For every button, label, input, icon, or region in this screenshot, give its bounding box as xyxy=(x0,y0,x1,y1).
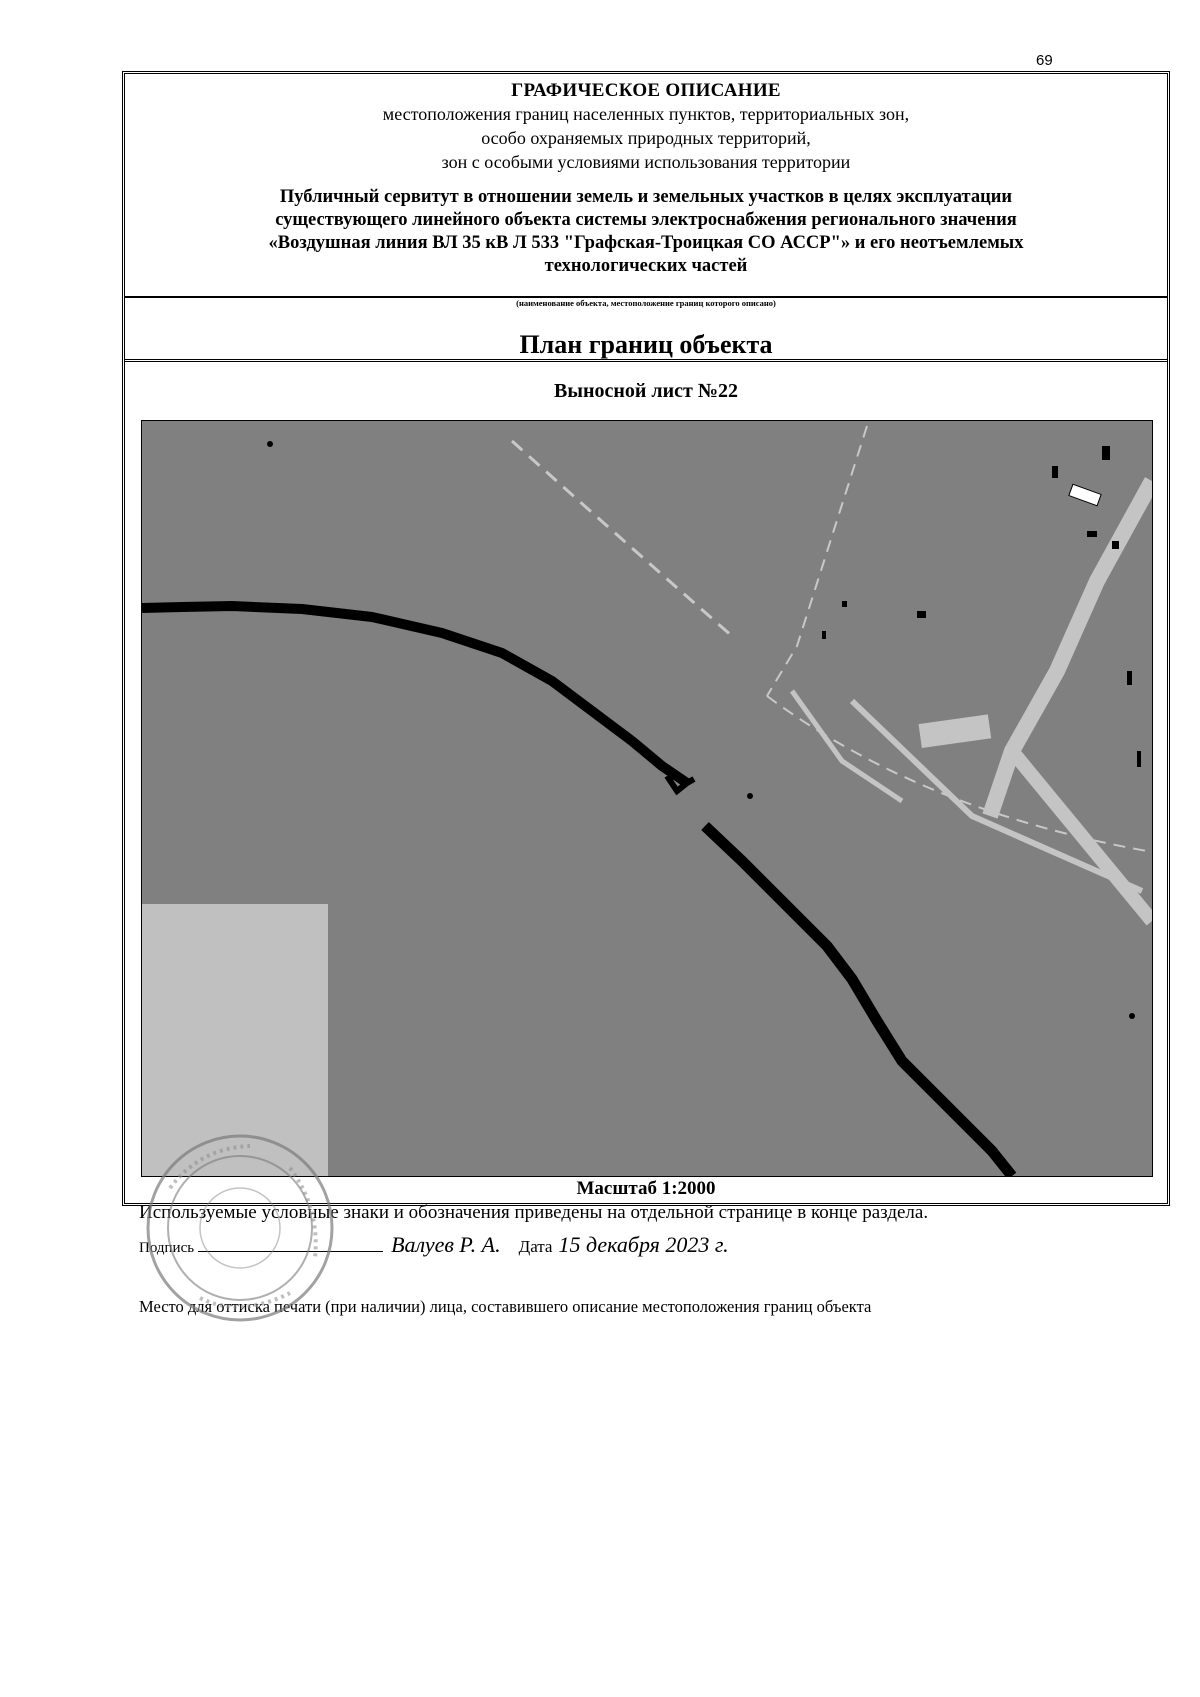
date-value: 15 декабря 2023 г. xyxy=(558,1232,729,1257)
feature-mark xyxy=(747,793,753,799)
official-stamp xyxy=(140,1128,340,1328)
feature-mark xyxy=(267,441,273,447)
object-name-underline xyxy=(125,296,1167,297)
object-name-line-1: Публичный сервитут в отношении земель и земельных участков в целях эксплуатации xyxy=(279,187,1013,207)
feature-mark xyxy=(1102,446,1110,460)
signature-label: Подпись xyxy=(139,1240,195,1256)
plan-title-row xyxy=(125,328,1167,362)
date-label: Дата xyxy=(518,1237,553,1256)
signer-name: Валуев Р. А. xyxy=(391,1232,501,1257)
feature-mark xyxy=(1129,1013,1135,1019)
feature-mark xyxy=(917,611,926,618)
subtitle-line-3: зон с особыми условиями использования территории xyxy=(441,152,851,172)
feature-mark xyxy=(1112,541,1119,549)
subtitle-line-2: особо охраняемых природных территорий, xyxy=(481,128,811,148)
stamp-center xyxy=(200,1188,280,1268)
stamp-outer-ring xyxy=(148,1136,332,1320)
feature-mark xyxy=(1052,466,1058,478)
feature-mark xyxy=(1127,671,1132,685)
object-name-line-2: существующего линейного объекта системы электроснабжения регионального значения xyxy=(275,210,1017,230)
object-name-line-3: «Воздушная линия ВЛ 35 кВ Л 533 "Графская-Троицкая СО АССР"» и его неотъемлемых xyxy=(268,233,1024,253)
sheet-title: Выносной лист №22 xyxy=(554,380,738,402)
feature-mark xyxy=(1137,751,1141,767)
stamp-place-note: Место для оттиска печати (при наличии) лица, составившего описание местоположения границ объекта xyxy=(139,1297,872,1316)
object-name-caption: (наименование объекта, местоположение границ которого описано) xyxy=(516,298,776,308)
object-name xyxy=(125,186,1167,278)
feature-mark xyxy=(1087,531,1097,537)
header-box xyxy=(125,74,1167,298)
map-scale: Масштаб 1:2000 xyxy=(576,1178,716,1199)
object-name-line-4: технологических частей xyxy=(544,256,748,276)
page-number: 69 xyxy=(1036,52,1053,69)
boundary-map xyxy=(141,420,1153,1177)
map-svg xyxy=(142,421,1152,1176)
legend-note: Используемые условные знаки и обозначения приведены на отдельной странице в конце раздела. xyxy=(139,1202,929,1223)
document-title: ГРАФИЧЕСКОЕ ОПИСАНИЕ xyxy=(511,80,781,101)
feature-mark xyxy=(842,601,847,607)
stamp-inner-ring xyxy=(168,1156,312,1300)
document-frame xyxy=(122,71,1170,1316)
feature-mark xyxy=(822,631,826,639)
subtitle-line-1: местоположения границ населенных пунктов, территориальных зон, xyxy=(382,104,910,124)
plan-title: План границ объекта xyxy=(519,330,773,359)
